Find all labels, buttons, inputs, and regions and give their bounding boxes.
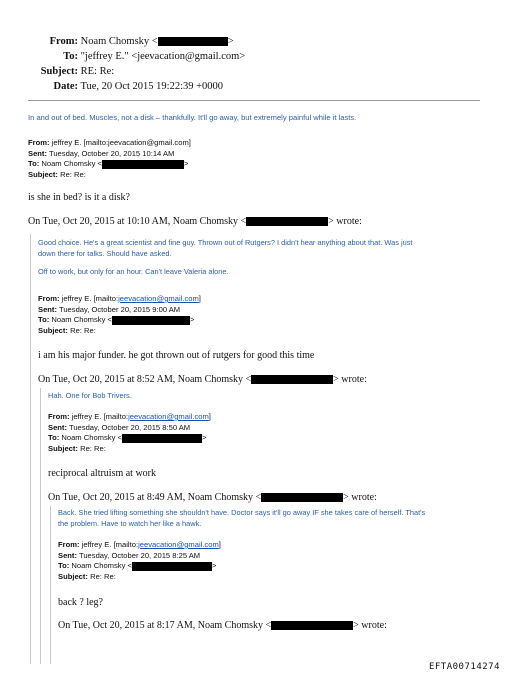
message-text: i am his major funder. he got thrown out of rutgers for good this time xyxy=(38,350,315,361)
subject-value: Re: Re: xyxy=(90,571,116,581)
quote-attribution xyxy=(58,620,387,631)
from-label: From: xyxy=(58,540,80,549)
quoted-header xyxy=(58,540,221,582)
from-value: Noam Chomsky < xyxy=(80,36,158,47)
to-tail: > xyxy=(189,315,195,324)
to-value: "jeffrey E." <jeevacation@gmail.com> xyxy=(80,51,246,62)
to-value: Noam Chomsky < xyxy=(71,561,132,570)
to-label: To: xyxy=(38,315,50,324)
quote-bar xyxy=(50,506,51,664)
from-value: jeffrey E. [mailto: xyxy=(71,412,129,421)
quote-attribution xyxy=(28,216,362,227)
redaction-box xyxy=(102,160,184,169)
redaction-box xyxy=(246,217,328,226)
redaction-box xyxy=(261,493,343,502)
message-text: is she in bed? is it a disk? xyxy=(28,192,130,203)
subject-label: Subject: xyxy=(48,443,78,453)
email-link[interactable]: jeevacation@gmail.com xyxy=(118,294,199,303)
redaction-box xyxy=(112,316,190,325)
from-tail: ] xyxy=(208,412,211,421)
redaction-box xyxy=(158,37,228,46)
quote-bar xyxy=(40,388,41,664)
sent-value: Tuesday, October 20, 2015 9:00 AM xyxy=(58,304,181,314)
quoted-header xyxy=(38,294,201,336)
to-value: Noam Chomsky < xyxy=(41,159,102,168)
message-text: reciprocal altruism at work xyxy=(48,468,157,479)
date-label: Date: xyxy=(53,81,78,92)
redaction-box xyxy=(122,434,202,443)
sent-label: Sent: xyxy=(28,148,47,158)
subject-label: Subject: xyxy=(40,66,78,77)
attribution-tail: > wrote: xyxy=(353,620,387,631)
from-label: From: xyxy=(48,412,70,421)
attribution-text: On Tue, Oct 20, 2015 at 8:49 AM, Noam Chomsky < xyxy=(48,492,262,503)
from-value: jeffrey E. [mailto: xyxy=(81,540,139,549)
from-tail: ] xyxy=(198,294,201,303)
attribution-text: On Tue, Oct 20, 2015 at 10:10 AM, Noam Chomsky < xyxy=(28,216,247,227)
from-tail: ] xyxy=(218,540,221,549)
sent-label: Sent: xyxy=(48,422,67,432)
header-divider xyxy=(28,100,480,101)
from-label: From: xyxy=(49,36,78,47)
message-line: Good choice. He's a great scientist and fine guy. Thrown out of Rutgers? I didn't hear anything about that. Was just xyxy=(38,238,413,247)
to-label: To: xyxy=(48,433,60,442)
from-label: From: xyxy=(38,294,60,303)
quote-attribution xyxy=(48,492,377,503)
sent-value: Tuesday, October 20, 2015 10:14 AM xyxy=(48,148,175,158)
attribution-tail: > wrote: xyxy=(333,374,367,385)
quote-attribution xyxy=(38,374,367,385)
redaction-box xyxy=(132,562,212,571)
attribution-tail: > wrote: xyxy=(343,492,377,503)
to-label: To: xyxy=(63,51,78,62)
quoted-header xyxy=(28,138,191,180)
message-line: Off to work, but only for an hour. Can't leave Valeria alone. xyxy=(38,267,229,276)
sent-label: Sent: xyxy=(58,550,77,560)
date-value: Tue, 20 Oct 2015 19:22:39 +0000 xyxy=(80,81,224,92)
from-value: jeffrey E. [mailto: xyxy=(61,294,119,303)
email-link[interactable]: jeevacation@gmail.com xyxy=(138,540,219,549)
to-tail: > xyxy=(201,433,207,442)
message-text: back ? leg? xyxy=(58,597,103,608)
subject-value: Re: Re: xyxy=(60,169,86,179)
from-tail: > xyxy=(227,36,234,47)
email-link[interactable]: jeevacation@gmail.com xyxy=(128,412,209,421)
message-text: In and out of bed. Muscles, not a disk – thankfully. It'll go away, but extremely painful while it lasts. xyxy=(28,113,357,122)
quote-bar xyxy=(30,234,31,664)
message-line: down there for talks. Should have asked. xyxy=(38,248,172,258)
subject-value: Re: Re: xyxy=(70,325,96,335)
to-label: To: xyxy=(28,159,40,168)
quoted-header xyxy=(48,412,211,454)
subject-value: RE: Re: xyxy=(80,66,115,77)
sent-label: Sent: xyxy=(38,304,57,314)
to-tail: > xyxy=(211,561,217,570)
redaction-box xyxy=(271,621,353,630)
quoted-message: Hah. One for Bob Trivers. xyxy=(48,391,132,400)
sent-value: Tuesday, October 20, 2015 8:25 AM xyxy=(78,550,201,560)
document-id: EFTA00714274 xyxy=(428,662,500,672)
to-label: To: xyxy=(58,561,70,570)
attribution-tail: > wrote: xyxy=(328,216,362,227)
email-header xyxy=(34,34,245,94)
attribution-text: On Tue, Oct 20, 2015 at 8:52 AM, Noam Chomsky < xyxy=(38,374,252,385)
from-value: jeffrey E. [mailto:jeevacation@gmail.com] xyxy=(51,138,191,147)
quoted-message xyxy=(58,508,425,529)
subject-value: Re: Re: xyxy=(80,443,106,453)
to-value: Noam Chomsky < xyxy=(51,315,112,324)
sent-value: Tuesday, October 20, 2015 8:50 AM xyxy=(68,422,191,432)
message-line: the problem. Have to watch her like a hawk. xyxy=(58,518,202,528)
attribution-text: On Tue, Oct 20, 2015 at 8:17 AM, Noam Chomsky < xyxy=(58,620,272,631)
redaction-box xyxy=(251,375,333,384)
message-line: Back. She tried lifting something she shouldn't have. Doctor says it'll go away IF she takes care of herself. That's xyxy=(58,508,426,517)
subject-label: Subject: xyxy=(58,571,88,581)
to-value: Noam Chomsky < xyxy=(61,433,122,442)
subject-label: Subject: xyxy=(28,169,58,179)
quoted-message xyxy=(38,238,412,278)
from-label: From: xyxy=(28,138,50,147)
subject-label: Subject: xyxy=(38,325,68,335)
to-tail: > xyxy=(183,159,189,168)
